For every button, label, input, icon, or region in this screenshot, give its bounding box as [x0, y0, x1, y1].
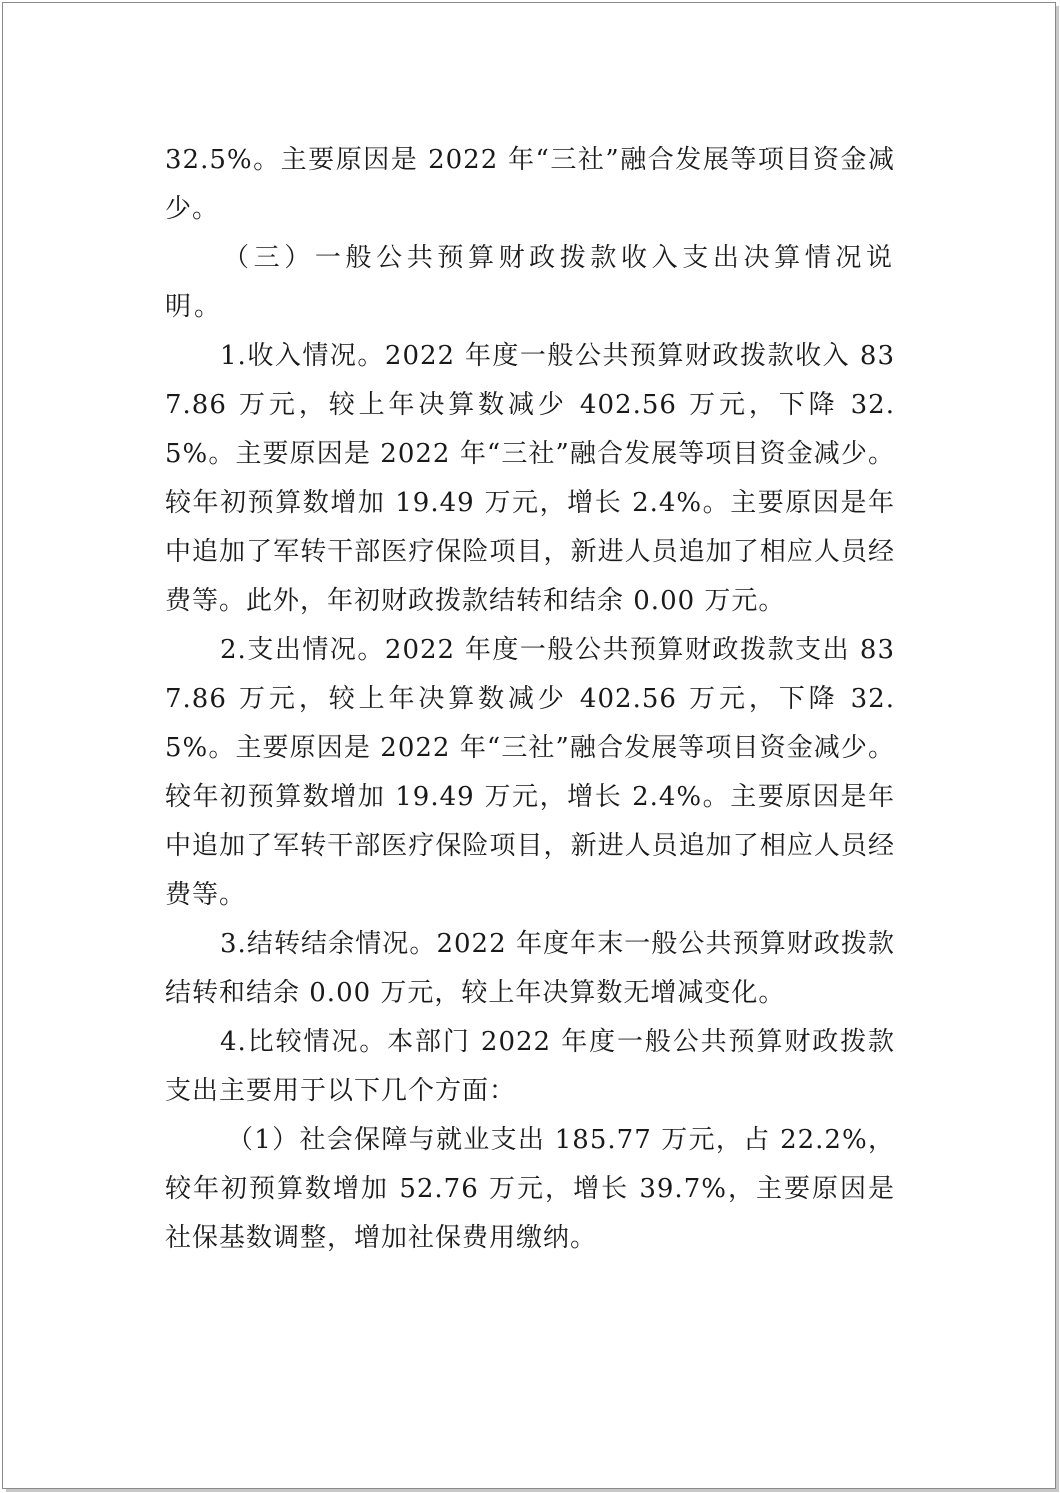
paragraph-expenditure: 2.支出情况。2022 年度一般公共预算财政拨款支出 837.86 万元，较上年决算数减少 402.56 万元，下降 32.5%。主要原因是 2022 年“三社”融合发展等项目资金减少。较年初预算数增加 19.49 万元，增长 2.4%。主要原因是年中追加了军转干部医疗保险项目，新进人员追加了相应人员经费等。 [165, 635, 895, 910]
paragraph-carryover: 3.结转结余情况。2022 年度年末一般公共预算财政拨款结转和结余 0.00 万元，较上年决算数无增减变化。 [165, 929, 895, 1008]
paragraph-social-security: （1）社会保障与就业支出 185.77 万元，占 22.2%，较年初预算数增加 52.76 万元，增长 39.7%，主要原因是社保基数调整，增加社保费用缴纳。 [165, 1125, 895, 1253]
page-shadow-right [1056, 6, 1059, 1492]
paragraph-continuation: 32.5%。主要原因是 2022 年“三社”融合发展等项目资金减少。 [165, 145, 895, 224]
paragraph-comparison: 4.比较情况。本部门 2022 年度一般公共预算财政拨款支出主要用于以下几个方面： [165, 1027, 895, 1106]
section-heading: （三）一般公共预算财政拨款收入支出决算情况说明。 [165, 243, 895, 322]
paragraph-income: 1.收入情况。2022 年度一般公共预算财政拨款收入 837.86 万元，较上年决算数减少 402.56 万元，下降 32.5%。主要原因是 2022 年“三社”融合发展等项目资金减少。较年初预算数增加 19.49 万元，增长 2.4%。主要原因是年中追加了军转干部医疗保险项目，新进人员追加了相应人员经费等。此外，年初财政拨款结转和结余 0.00 万元。 [165, 341, 895, 616]
document-body [165, 136, 895, 1263]
page-shadow-bottom [6, 1489, 1059, 1492]
